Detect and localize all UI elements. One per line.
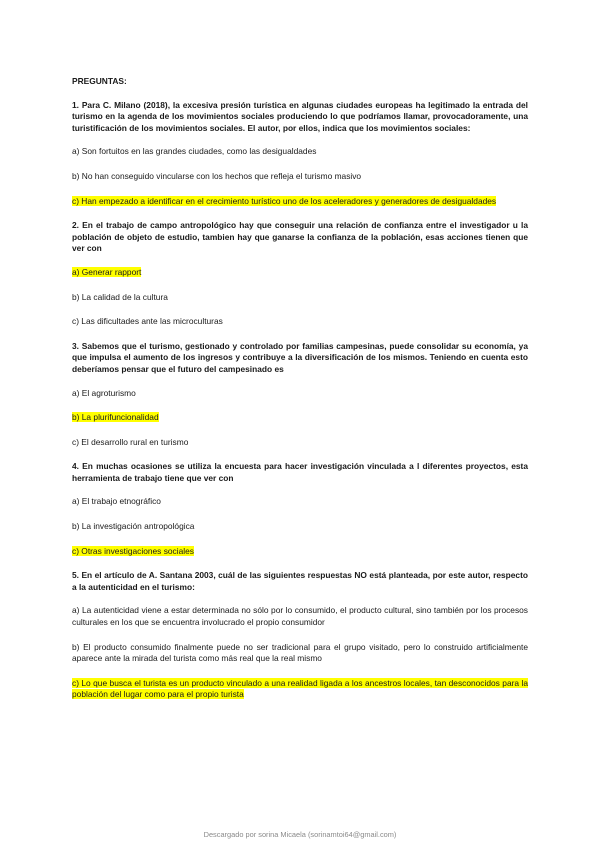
question-block <box>72 341 528 449</box>
correct-answer-option <box>72 196 528 208</box>
correct-answer-option <box>72 546 528 558</box>
answer-option <box>72 496 528 508</box>
answer-option-text: a) Son fortuitos en las grandes ciudades, como las desigualdades <box>72 146 317 157</box>
answer-option <box>72 316 528 328</box>
question-text: 4. En muchas ocasiones se utiliza la encuesta para hacer investigación vinculada a l diferentes proyectos, esta herramienta de trabajo tiene que ver con <box>72 461 528 483</box>
answer-option-text: b) La calidad de la cultura <box>72 291 168 302</box>
question-text: 1. Para C. Milano (2018), la excesiva presión turística en algunas ciudades europeas ha legitimado la entrada del turismo en la agenda de los movimientos sociales produciendo lo que podríamos llamar, provocadoramente, una turistificación de los movimientos sociales. El autor, por ellos, indica que los movimientos sociales: <box>72 99 528 133</box>
answer-option-text: a) El trabajo etnográfico <box>72 496 161 507</box>
correct-answer-option <box>72 412 528 424</box>
highlighted-answer-text: a) Generar rapport <box>72 266 142 277</box>
answer-option <box>72 292 528 304</box>
question-block <box>72 100 528 208</box>
answer-option-text: c) Las dificultades ante las microculturas <box>72 316 223 327</box>
answer-option-text: a) La autenticidad viene a estar determinada no sólo por lo consumido, el producto cultural, sino también por los procesos culturales en los que se encuentra involucrado el propio consumidor <box>72 605 528 628</box>
question-text: 3. Sabemos que el turismo, gestionado y controlado por familias campesinas, puede consolidar su economía, ya que impulsa el aumento de los ingresos y contribuye a la diversificación de los mismos. Teniendo en cuenta esto deberíamos pensar que el futuro del campesinado es <box>72 340 528 374</box>
highlighted-answer-text: c) Han empezado a identificar en el crecimiento turístico uno de los aceleradores y generadores de desigualdades <box>72 195 497 206</box>
highlighted-answer-text: b) La plurifuncionalidad <box>72 412 159 423</box>
answer-option-text: b) La investigación antropológica <box>72 521 195 532</box>
highlighted-answer-text: c) Lo que busca el turista es un producto vinculado a una realidad ligada a los ancestros locales, tan desconocidos para la población del lugar como para el propio turista <box>72 677 528 700</box>
answer-option <box>72 388 528 400</box>
correct-answer-option <box>72 267 528 279</box>
answer-option <box>72 437 528 449</box>
question-block <box>72 461 528 557</box>
answer-option <box>72 605 528 628</box>
answer-option-text: b) No han conseguido vincularse con los hechos que refleja el turismo masivo <box>72 170 362 181</box>
answer-option <box>72 146 528 158</box>
question-block <box>72 220 528 328</box>
highlighted-answer-text: c) Otras investigaciones sociales <box>72 545 194 556</box>
answer-option-text: a) El agroturismo <box>72 387 136 398</box>
answer-option-text: b) El producto consumido finalmente puede no ser tradicional para el grupo visitado, pero lo construido artificialmente aparece ante la mirada del turista como más real que la real mismo <box>72 641 528 664</box>
answer-option <box>72 171 528 183</box>
document-content <box>72 76 528 714</box>
correct-answer-option <box>72 678 528 701</box>
question-block <box>72 570 528 701</box>
page-heading: PREGUNTAS: <box>72 76 127 86</box>
download-footer: Descargado por sorina Micaela (sorinamtoi64@gmail.com) <box>203 830 397 839</box>
answer-option <box>72 642 528 665</box>
question-text: 2. En el trabajo de campo antropológico hay que conseguir una relación de confianza entre el investigador u la población de objeto de estudio, tambien hay que ganarse la confianza de la población, esas acciones tienen que ver con <box>72 220 528 254</box>
answer-option-text: c) El desarrollo rural en turismo <box>72 436 189 447</box>
question-text: 5. En el artículo de A. Santana 2003, cuál de las siguientes respuestas NO está planteada, por este autor, respecto a la autenticidad en el turismo: <box>72 570 528 592</box>
answer-option <box>72 521 528 533</box>
